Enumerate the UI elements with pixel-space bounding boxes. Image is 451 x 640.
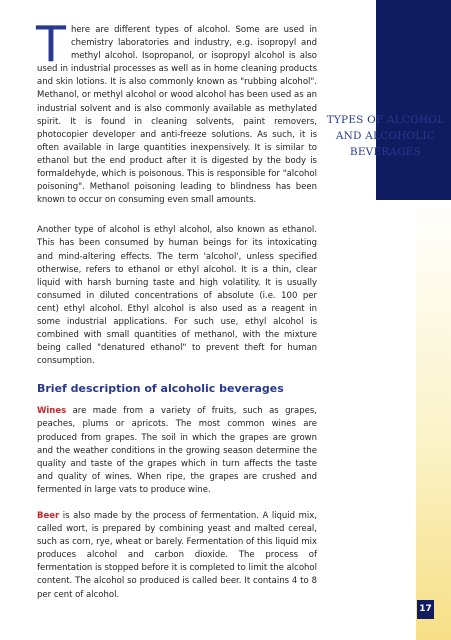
sidebar-title-line: BEVERAGES	[349, 146, 422, 158]
wines-term: Wines	[37, 406, 67, 417]
page-number: 17	[417, 600, 434, 619]
ethanol-paragraph: Another type of alcohol is ethyl alcohol, also known as ethanol. This has been consumed by human beings for its intoxicating and mind-altering effects. The term 'alcohol', unless specified otherwise, refers to ethanol or ethyl alcohol. It is a thin, clear liquid with harsh burning taste and high volatility. It is usually consumed in diluted concentrations of absolute (i.e. 100 per cent) ethyl alcohol. Ethyl alcohol is also used as a reagent in some industrial applications. For such use, ethyl alcohol is combined with small quantities of methanol, with the mixture being called "denatured ethanol" to prevent theft for human consumption.	[37, 225, 317, 367]
sidebar-title-line: TYPES OF ALCOHOL	[326, 114, 445, 126]
drop-cap: T	[36, 16, 66, 73]
beer-term: Beer	[37, 511, 60, 521]
sidebar-color-block	[376, 0, 451, 200]
sidebar-title-line: AND ALCOHOLIC	[335, 130, 436, 142]
sidebar-gradient-bar	[416, 200, 451, 640]
intro-paragraph	[36, 16, 317, 207]
beer-paragraph	[37, 510, 317, 602]
main-text-column	[36, 16, 317, 602]
wines-paragraph	[37, 405, 317, 497]
intro-paragraph-text: here are different types of alcohol. Some are used in chemistry laboratories and industry, e.g. isopropyl and methyl alcohol. Isopropanol, or isopropyl alcohol is also used in industrial processes as well as in home cleaning products and skin lotions. It is also commonly known as "rubbing alcohol". Methanol, or methyl alcohol or wood alcohol has been used as an industrial solvent and is also commonly available as methylated spirit. It is found in cleaning solvents, paint removers, photocopier developer and anti-freeze solutions. As such, it is often available in large quantities inexpensively. It is similar to ethanol but the end product after it is digested by the body is formaldehyde, which is poisonous. This is responsible for "alcohol poisoning". Methanol poisoning leading to blindness has been known to occur on consuming even small amounts.	[37, 25, 317, 206]
section-heading: Brief description of alcoholic beverages	[37, 382, 284, 396]
beer-text: is also made by the process of fermentation. A liquid mix, called wort, is prepared by combining yeast and malted cereal, such as corn, rye, wheat or barely. Fermentation of this liquid mix produces alcohol and carbon dioxide. The process of fermentation is stopped before it is completed to limit the alcohol content. The alcohol so produced is called beer. It contains 4 to 8 per cent of alcohol.	[37, 511, 317, 600]
wines-text: are made from a variety of fruits, such as grapes, peaches, plums or apricots. The most common wines are produced from grapes. The soil in which the grapes are grown and the weather conditions in the growing season determine the quality and taste of the grapes which in turn affects the taste and quality of wines. When ripe, the grapes are crushed and fermented in large vats to produce wine.	[37, 406, 317, 495]
sidebar-title	[320, 112, 451, 160]
